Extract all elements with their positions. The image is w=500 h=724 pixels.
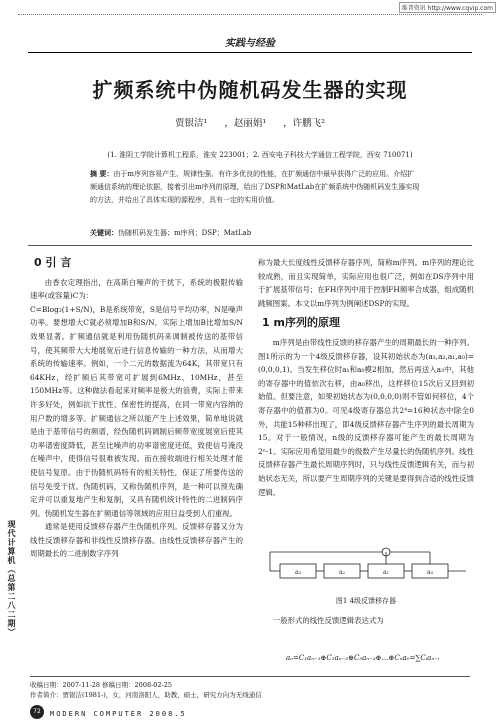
equation: aₙ=C₁aₙ₋₁⊕C₂aₙ₋₂⊕C₃aₙ₋₃⊕…⊕Cₙa₀=∑Cᵢaₙ₋ᵢ (286, 654, 440, 662)
top-rule (18, 14, 482, 15)
page-number: 72 (33, 708, 41, 715)
section-label: 实践与经验 (225, 38, 275, 49)
right-paragraph-1: 称为最大长度线性反馈移存器序列，简称m序列。m序列的理论比较成熟，而且实现简单，实际应用也很广泛，例如在DS序列中用于扩展基带信号；在FH序列中用于控制FH频率合成器，组成随机跳频图案。本文以m序列为例阐述DSP的实现。 (258, 258, 474, 308)
register-label: a₂ (339, 569, 345, 576)
page-number-badge (30, 705, 44, 719)
right-column (258, 256, 474, 499)
footnote-received: 收稿日期：2007-11-28 修稿日期：2008-02-25 (30, 681, 173, 689)
footnote-author: 作者简介：贾银洁(1981-)，女，河南洛阳人，助教，硕士，研究方向为无线通信 (30, 691, 262, 699)
figure-caption: 图1 4级反馈移存器 (335, 597, 397, 605)
footnote (30, 676, 470, 700)
right-paragraph-3: 一般形式的线性反馈逻辑表达式为 (272, 616, 384, 625)
abstract-label: 摘 要： (90, 170, 114, 178)
register-label: a₀ (427, 569, 433, 576)
section-1-heading: 1 m序列的原理 (262, 316, 340, 330)
journal-sidebar: 现代计算机（总第二八二期） (7, 520, 17, 637)
section-0-heading: 0 引 言 (34, 256, 72, 269)
keywords-text: 伪随机码发生器；m序列；DSP；MatLab (118, 229, 252, 237)
journal-footer: MODERN COMPUTER 2008.5 (50, 710, 187, 718)
right-paragraph-3-wrap (258, 614, 474, 628)
register-label: a₃ (295, 569, 301, 576)
abstract (90, 168, 420, 207)
left-paragraph-1: 由香农定理指出，在高斯白噪声的干扰下，系统的极限传输速率(或容量)C为： (30, 277, 243, 301)
abstract-text: 由于m序列容易产生、规律性强、有许多优良的性能，在扩频通信中最早获得广泛的应用。介绍扩频通信系统的理论依据，接着引出m序列的原理，给出了DSP和MatLab在扩频系统中伪随机码发生器实现的方法，并给出了具体实现的源程序，具有一定的实用价值。 (90, 170, 420, 204)
keywords (90, 228, 420, 238)
figure-shift-register (262, 546, 470, 586)
register-label: a₁ (383, 569, 389, 576)
header-divider (28, 245, 472, 246)
affiliation: (1. 淮阴工学院计算机工程系，淮安 223001；2. 西安电子科技大学通信工程学院，西安 710071) (107, 151, 413, 159)
author-line: 贾银洁¹ ，赵丽娟¹ ，许鹏飞² (175, 118, 325, 129)
watermark: 维普资讯 http://www.cqvip.com (399, 2, 496, 13)
article-title: 扩频系统中伪随机码发生器的实现 (92, 78, 408, 102)
left-paragraph-2: 通常是使用反馈移存器产生伪随机序列。反馈移存器又分为线性反馈移存器和非线性反馈移存器。由线性反馈移存器产生的周期最长的二进制数字序列 (30, 522, 243, 559)
right-paragraph-2: m序列是由带线性反馈的移存器产生的周期最长的一种序列。图1所示的为一个4级反馈移存器，设其初始状态为(a₃,a₂,a₁,a₀)=(0,0,0,1)。当发生移位时a₁和a₀模2相加，然后再送入a₃中，其他的寄存器中的值依次右移，由a₀移出，这样移位15次后又回到初始值。但要注意，如果初始状态为(0,0,0,0)则不管如何移位，4个寄存器中的值都为0。可见4级寄存器总共2⁴=16种状态中除全0外，共能15种移出现了，即4级反馈移存器产生序列的最长周期为15。对于一般情况，n级的反馈移存器可能产生的最长周期为2ⁿ-1。实际应用希望用最少的级数产生尽量长的伪随机序列。线性反馈移存器产生最长周期序列时，只与线性反馈逻辑有关，而与初始状态无关，所以要产生周期序列的关键是要得到合适的线性反馈逻辑。 (258, 337, 474, 497)
keywords-label: 关键词： (90, 228, 118, 237)
left-paragraph-formula: C=Blog₂(1+S/N)，B是系统带宽，S是信号平均功率，N是噪声功率。要想增大C就必须增加B和S/N，实际上增加B比增加S/N效果显著。扩频通信就是利用伪随机码来调制被传送的基带信号，使其频带大大地展宽后进行信息传输的一种方法，从而增大系统的传输速率。例如，一个二元的数据流为64K，其带宽只有64KHz，经扩频后其带宽可扩展到6MHz、10MHz，甚至150MHz等。这种做法看起来对频率是极大的浪费，实际上带来许多好处，例如抗干扰性、保密性的提高，在同一带宽内容纳的用户数的增多等。扩频通信之所以能产生上述效果，简单地说就是由于基带信号的频谱，经伪随机码调制后频带宽度展宽后使其功率谱密度降低，甚至比噪声的功率谱密度还低，致使信号淹没在噪声中，使得信号很难被发现。而在接收端进行相关处理才能使信号复原。由于伪随机码特有的相关特性，保证了所要传送的信号免受干扰。伪随机码，又称伪随机序列，是一种可以预先确定并可以重复地产生和复制，又具有随机统计特性的二进制码序列。伪随机发生器在扩频通信等领域的应用日益受到人们重视。 (30, 304, 243, 518)
left-column (30, 256, 243, 561)
section-rule (28, 52, 472, 53)
